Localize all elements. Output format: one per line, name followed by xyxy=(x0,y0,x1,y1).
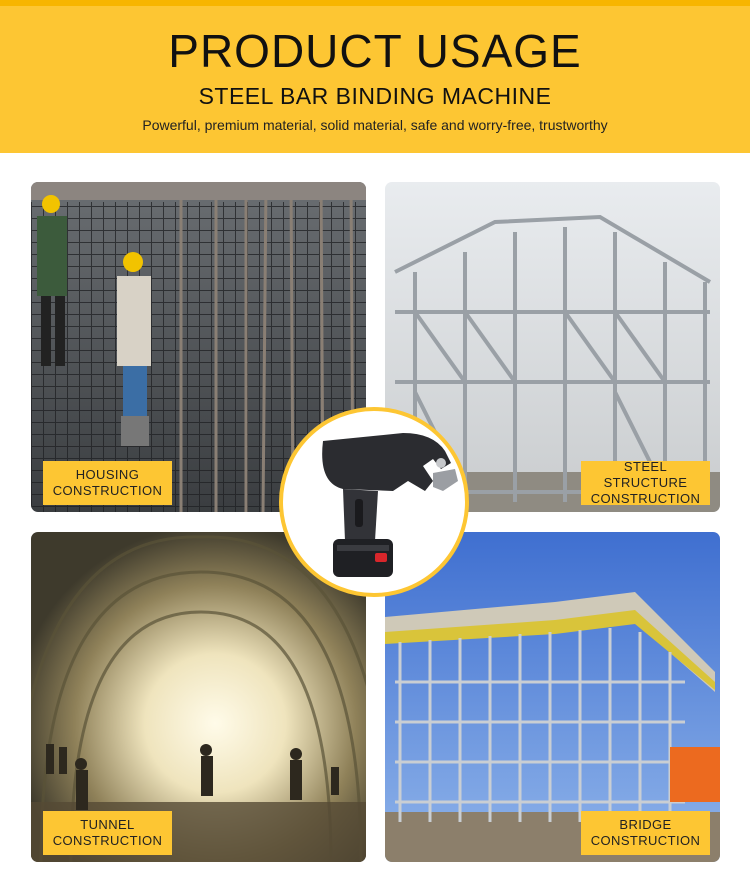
product-image-circle xyxy=(279,407,469,597)
tunnel-construction-label xyxy=(43,811,172,855)
header-top-stripe xyxy=(0,0,750,6)
housing-label-line1: HOUSING xyxy=(75,467,140,482)
bridge-construction-card xyxy=(385,532,720,862)
housing-construction-label xyxy=(43,461,172,505)
steel-structure-label xyxy=(581,461,710,505)
header-banner xyxy=(0,0,750,153)
page-title: PRODUCT USAGE xyxy=(168,25,582,77)
tunnel-label-line2: CONSTRUCTION xyxy=(52,833,163,848)
bridge-label-line2: CONSTRUCTION xyxy=(590,833,701,848)
tunnel-label-line1: TUNNEL xyxy=(80,817,135,832)
page-tagline: Powerful, premium material, solid material, safe and worry-free, trustworthy xyxy=(142,117,608,133)
tunnel-construction-card xyxy=(31,532,366,862)
bridge-construction-label xyxy=(581,811,710,855)
rebar-tying-tool-icon xyxy=(283,411,465,593)
steel-label-line2: CONSTRUCTION xyxy=(590,491,701,506)
housing-label-line2: CONSTRUCTION xyxy=(52,483,163,498)
bridge-label-line1: BRIDGE xyxy=(619,817,672,832)
steel-label-line1: STEEL STRUCTURE xyxy=(603,459,688,490)
page-subtitle: STEEL BAR BINDING MACHINE xyxy=(198,83,552,109)
